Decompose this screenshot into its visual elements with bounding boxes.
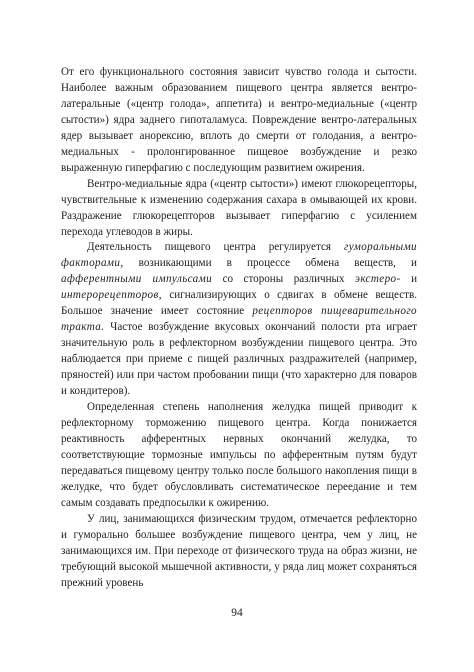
page-number: 94 [231,607,243,619]
italic-term: экстеро- [355,273,401,286]
paragraph [61,400,417,512]
text-run: Частое возбуждение вкусовых окончаний полости рта играет значительную роль в рефлекторном возбуждении пищевого центра. Это наблюдается при приеме с пищей различных раздражителей (например, пряностей) или при частом пробовании пищи (что характерно для поваров и кондитеров). [61,321,417,398]
text-run: сигнализирующих о сдвигах в обмене веществ. Большое значение имеет состояние [61,289,417,318]
text-run: От его функционального состояния зависит чувство голода и сытости. Наиболее важным образованием пищевого центра является вентро-латеральные («центр голода», аппетита) и вентро-медиальные («центр сытости») ядра заднего гипоталамуса. Повреждение вентро-латеральных ядер вызывает анорексию, вплоть до смерти от голодания, а вентро-медиальных - пролонгированное пищевое возбуждение и резко выраженную гиперфагию с последующим развитием ожирения. [61,66,417,174]
italic-term: гуморальными факторами, [61,241,417,270]
page-body-text [61,65,417,591]
text-run: Деятельность пищевого центра регулируется [87,241,344,254]
italic-term: афферентными импульсами [61,273,213,286]
paragraph [61,177,417,241]
italic-term: интерорецепторов, [61,289,162,302]
paragraph [61,65,417,177]
text-run: У лиц, занимающихся физическим трудом, отмечается рефлекторно и гуморально большее возбуждение пищевого центра, чем у лиц, не занимающихся им. При переходе от физического труда на образ жизни, не требующий высокой мышечной активности, у ряда лиц может сохраняться прежний уровень [61,512,417,589]
paragraph [61,512,417,592]
text-run: возникающими в процессе обмена веществ, и [123,257,417,270]
italic-term: рецепторов пищеварительного тракта. [61,305,417,334]
text-run: Вентро-медиальные ядра («центр сытости») имеют глюкорецепторы, чувствительные к изменению содержания сахара в омывающей их крови. Раздражение глюкорецепторов вызывает гиперфагию с усилением перехода углеводов в жиры. [61,177,417,238]
text-run: и [400,273,417,286]
text-run: со стороны различных [212,273,356,286]
text-run: Определенная степень наполнения желудка пищей приводит к рефлекторному торможению пищевого центра. Когда понижается реактивность афферентных нервных окончаний желудка, то соответствующие тормозные импульсы по афферентным путям будут передаваться пищевому центру только после большого накопления пищи в желудке, что будет обусловливать систематическое переедание и тем самым создавать предпосылки к ожирению. [61,401,417,509]
paragraph [61,240,417,400]
